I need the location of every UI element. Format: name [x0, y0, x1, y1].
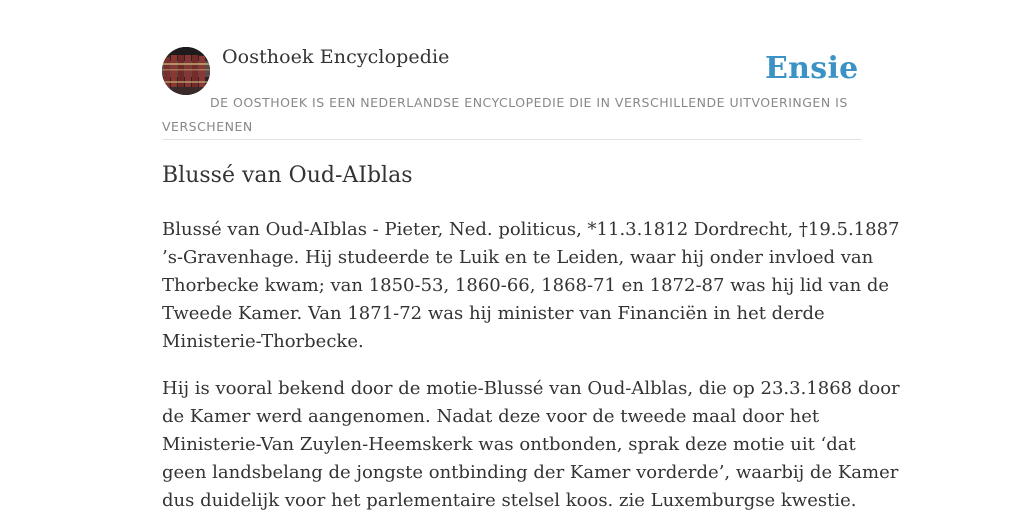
paragraph-line: Blussé van Oud-AIblas - Pieter, Ned. politicus, *11.3.1812 Dordrecht, †19.5.1887: [162, 219, 900, 240]
article-paragraph: [162, 375, 900, 512]
paragraph-line: Ministerie-Van Zuylen-Heemskerk was ontbonden, sprak deze motie uit ‘dat: [162, 434, 856, 455]
paragraph-line: geen landsbelang de jongste ontbinding der Kamer vorderde’, waarbij de Kamer: [162, 462, 899, 483]
encyclopedia-books-icon: [162, 47, 210, 95]
site-avatar[interactable]: [162, 47, 210, 95]
article-paragraph: [162, 216, 900, 356]
article-title: Blussé van Oud-AIblas: [162, 163, 413, 188]
site-title[interactable]: Oosthoek Encyclopedie: [222, 46, 450, 68]
paragraph-line: Tweede Kamer. Van 1871-72 was hij minister van Financiën in het derde: [162, 303, 825, 324]
paragraph-line: Thorbecke kwam; van 1850-53, 1860-66, 1868-71 en 1872-87 was hij lid van de: [162, 275, 890, 296]
site-tagline: DE OOSTHOEK IS EEN NEDERLANDSE ENCYCLOPEDIE DIE IN VERSCHILLENDE UITVOERINGEN IS VERSCHENEN: [162, 95, 848, 134]
paragraph-line: Ministerie-Thorbecke.: [162, 331, 364, 352]
header-divider: [162, 139, 862, 140]
brand-logo[interactable]: Ensie: [765, 51, 859, 86]
paragraph-line: Hij is vooral bekend door de motie-Blussé van Oud-Alblas, die op 23.3.1868 door: [162, 378, 900, 399]
paragraph-line: de Kamer werd aangenomen. Nadat deze voor de tweede maal door het: [162, 406, 820, 427]
paragraph-line: dus duidelijk voor het parlementaire stelsel koos. zie Luxemburgse kwestie.: [162, 490, 857, 511]
paragraph-line: ’s-Gravenhage. Hij studeerde te Luik en te Leiden, waar hij onder invloed van: [162, 247, 874, 268]
